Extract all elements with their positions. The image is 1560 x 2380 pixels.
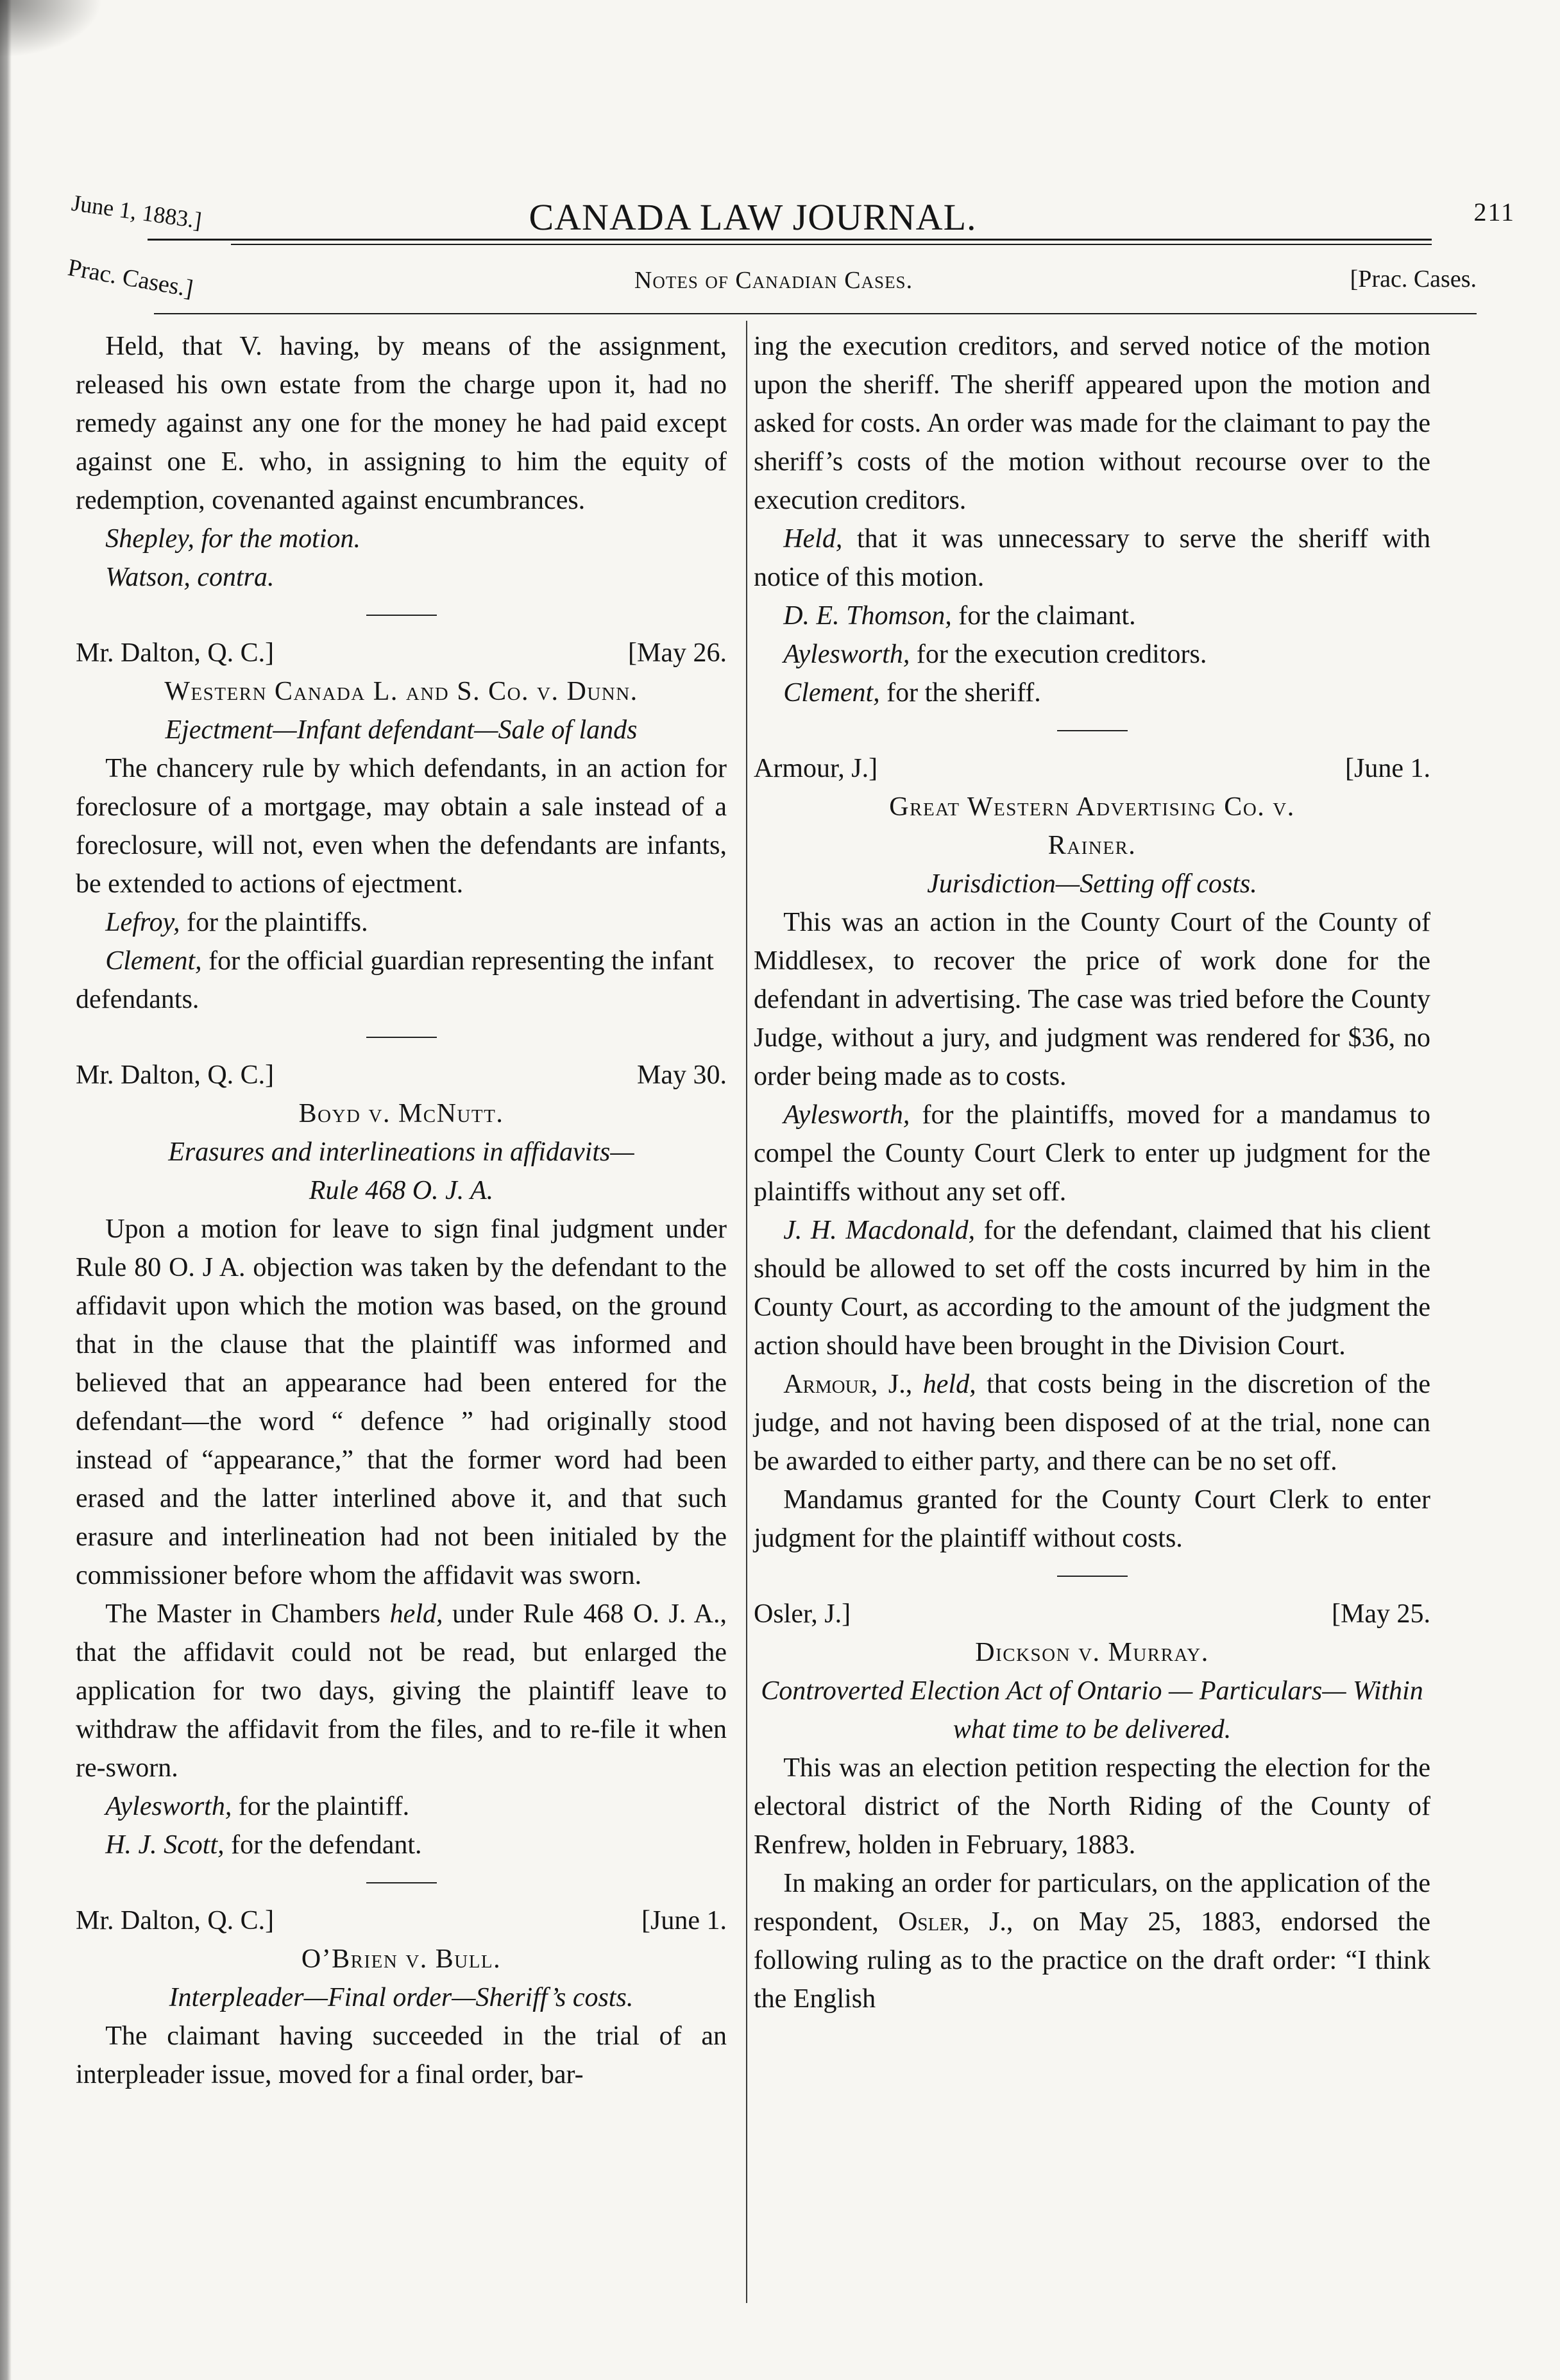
case-topic: Interpleader—Final order—Sheriff’s costs. [169, 1983, 634, 2012]
paragraph: This was an action in the County Court of the County of Middlesex, to recover the price of work done for the defendant in advertising. The case was tried before the County Judge, without a jury, and judgment was rendered for $36, no order being made as to costs. [754, 908, 1430, 1091]
case-separator [1057, 730, 1128, 731]
section-head [65, 253, 1477, 303]
section-right: [Prac. Cases. [1350, 266, 1477, 293]
counsel-name: Clement, [783, 678, 880, 708]
journal-title: CANADA LAW JOURNAL. [529, 196, 977, 238]
paragraph [754, 520, 1430, 597]
counsel-name: J. H. Macdonald, [783, 1216, 976, 1245]
held: Held, [783, 524, 843, 554]
counsel-role: for the sheriff. [879, 678, 1041, 708]
paragraph: Mandamus granted for the County Court Clerk to enter judgment for the plaintiff without costs. [754, 1485, 1430, 1553]
paragraph: Upon a motion for leave to sign final judgment under Rule 80 O. J A. objection was taken by the defendant to the affidavit upon which the motion was based, on the ground that in the clause that the plaintiff was informed and believed that an appearance had been entered for the defendant—the word “ defence ” had originally stood instead of “appearance,” that the former word had been erased and the latter interlined above it, and that such erasure and interlineation had not been initialed by the commissioner before whom the affidavit was sworn. [76, 1214, 727, 1590]
counsel-line [76, 1826, 727, 1864]
counsel-line [76, 942, 727, 1019]
court-line [754, 749, 1430, 788]
running-head [70, 189, 1515, 241]
counsel-role: for the defendant. [224, 1830, 422, 1860]
counsel-role: for the plaintiff. [232, 1792, 410, 1821]
held: held, [922, 1370, 976, 1399]
counsel-name: D. E. Thomson, [783, 601, 952, 631]
counsel-name: Lefroy, [105, 908, 180, 937]
paragraph [76, 1595, 727, 1787]
paragraph [754, 1365, 1430, 1481]
paragraph [754, 1211, 1430, 1365]
right-column [754, 327, 1430, 2018]
case-date: [May 26. [628, 638, 727, 668]
court-line [76, 1056, 727, 1094]
case-date: [June 1. [1345, 754, 1430, 783]
counsel-role: for the plaintiffs. [180, 908, 368, 937]
judge: Mr. Dalton, Q. C.] [76, 1906, 275, 1935]
counsel-role: for the execution creditors. [910, 640, 1207, 669]
judge: Armour, J.] [754, 754, 878, 783]
case-date: May 30. [637, 1060, 727, 1090]
case-topic: Ejectment—Infant defendant—Sale of lands [165, 715, 638, 745]
judge: Mr. Dalton, Q. C.] [76, 638, 275, 668]
case-topic: Rule 468 O. J. A. [309, 1176, 494, 1205]
case-date: [May 25. [1332, 1599, 1430, 1629]
counsel-line: Shepley, for the motion. [105, 524, 360, 554]
counsel-line [754, 635, 1430, 674]
counsel-name: Aylesworth, [105, 1792, 232, 1821]
counsel-name: Clement, [105, 946, 202, 976]
counsel-name: H. J. Scott, [105, 1830, 225, 1860]
issue-date: June 1, 1883.] [70, 189, 203, 234]
case-title: Dickson v. Murray. [975, 1638, 1209, 1667]
section-title: Notes of Canadian Cases. [634, 267, 913, 294]
paragraph-text: for the plaintiffs, moved for a mandamus to compel the County Court Clerk to enter up judgment for the plaintiffs without any set off. [754, 1100, 1430, 1207]
court-line [76, 634, 727, 672]
counsel-line [754, 597, 1430, 635]
case-topic: Controverted Election Act of Ontario — Particulars— Within what time to be delivered. [761, 1676, 1423, 1744]
column-divider [746, 321, 747, 2303]
judge: Osler, J.] [754, 1599, 851, 1629]
case-separator [366, 1037, 437, 1038]
book-spine-shadow [0, 0, 12, 2380]
case-topic: Erasures and interlineations in affidavits— [168, 1137, 634, 1167]
case-title: Rainer. [1047, 831, 1137, 860]
case-title: O’Brien v. Bull. [301, 1944, 502, 1974]
paragraph-text: under Rule 468 O. J. A., that the affidavit could not be read, but enlarged the application for two days, giving the plaintiff leave to withdraw the affidavit from the files, and to re-file it when re-sworn. [76, 1599, 727, 1783]
judge-name: Osler, J., [898, 1907, 1013, 1937]
counsel-role: for the claimant. [951, 601, 1136, 631]
case-title: Boyd v. McNutt. [298, 1099, 504, 1128]
held: held, [389, 1599, 443, 1629]
court-line [76, 1901, 727, 1940]
court-line [754, 1595, 1430, 1633]
paragraph [76, 327, 727, 520]
counsel-line [754, 674, 1430, 712]
paragraph-text: that it was unnecessary to serve the sheriff with notice of this motion. [754, 524, 1430, 592]
paragraph-text: that costs being in the discretion of the judge, and not having been disposed of at the trial, none can be awarded to either party, and there can be no set off. [754, 1370, 1430, 1476]
section-rule [154, 313, 1477, 314]
header-rule-top [148, 239, 1432, 241]
paragraph [754, 1096, 1430, 1211]
case-separator [1057, 1576, 1128, 1577]
counsel-role: for the official guardian representing the infant defendants. [76, 946, 714, 1014]
paragraph-text: for the defendant, claimed that his client should be allowed to set off the costs incurred by him in the County Court, as according to the amount of the judgment the action should have been brought in the Division Court. [754, 1216, 1430, 1361]
paragraph-text: Held, that V. having, by means of the assignment, released his own estate from the charge upon it, had no remedy against any one for the money he had paid except against one E. who, in assigning to him the equity of redemption, covenanted against encumbrances. [76, 332, 727, 515]
corner-smudge [0, 0, 103, 58]
case-date: [June 1. [641, 1906, 727, 1935]
counsel-line [76, 903, 727, 942]
judge-name: Armour, J., [783, 1370, 913, 1399]
paragraph: The chancery rule by which defendants, in an action for foreclosure of a mortgage, may obtain a sale instead of a foreclosure, will not, even when the defendants are infants, be extended to actions of ejectment. [76, 754, 727, 899]
paragraph-text: on May 25, 1883, endorsed the following ruling as to the practice on the draft order: “I think the English [754, 1907, 1430, 2014]
paragraph: ing the execution creditors, and served notice of the motion upon the sheriff. The sheriff appeared upon the motion and asked for costs. An order was made for the claimant to pay the sheriff’s costs of the motion without recourse over to the execution creditors. [754, 332, 1430, 515]
case-separator [366, 1882, 437, 1883]
paragraph-text: The Master in Chambers [105, 1599, 390, 1629]
paragraph: The claimant having succeeded in the trial of an interpleader issue, moved for a final order, bar- [76, 2021, 727, 2089]
case-title: Great Western Advertising Co. v. [889, 792, 1295, 822]
case-separator [366, 615, 437, 616]
counsel-line: Watson, contra. [105, 563, 275, 592]
left-column [76, 327, 727, 2094]
paragraph [754, 1864, 1430, 2018]
paragraph: This was an election petition respecting the election for the electoral district of the North Riding of the County of Renfrew, holden in February, 1883. [754, 1753, 1430, 1860]
counsel-name: Aylesworth, [783, 640, 910, 669]
section-left: Prac. Cases.] [65, 253, 196, 303]
page-number: 211 [1473, 198, 1515, 226]
case-topic: Jurisdiction—Setting off costs. [927, 869, 1257, 899]
case-title: Western Canada L. and S. Co. v. Dunn. [164, 677, 638, 706]
paragraph-text: In making an order for particulars, on the application of the respondent, [754, 1869, 1430, 1937]
counsel-line [76, 1787, 727, 1826]
header-rule-bottom [231, 244, 1432, 245]
counsel-name: Aylesworth, [783, 1100, 910, 1130]
judge: Mr. Dalton, Q. C.] [76, 1060, 275, 1090]
